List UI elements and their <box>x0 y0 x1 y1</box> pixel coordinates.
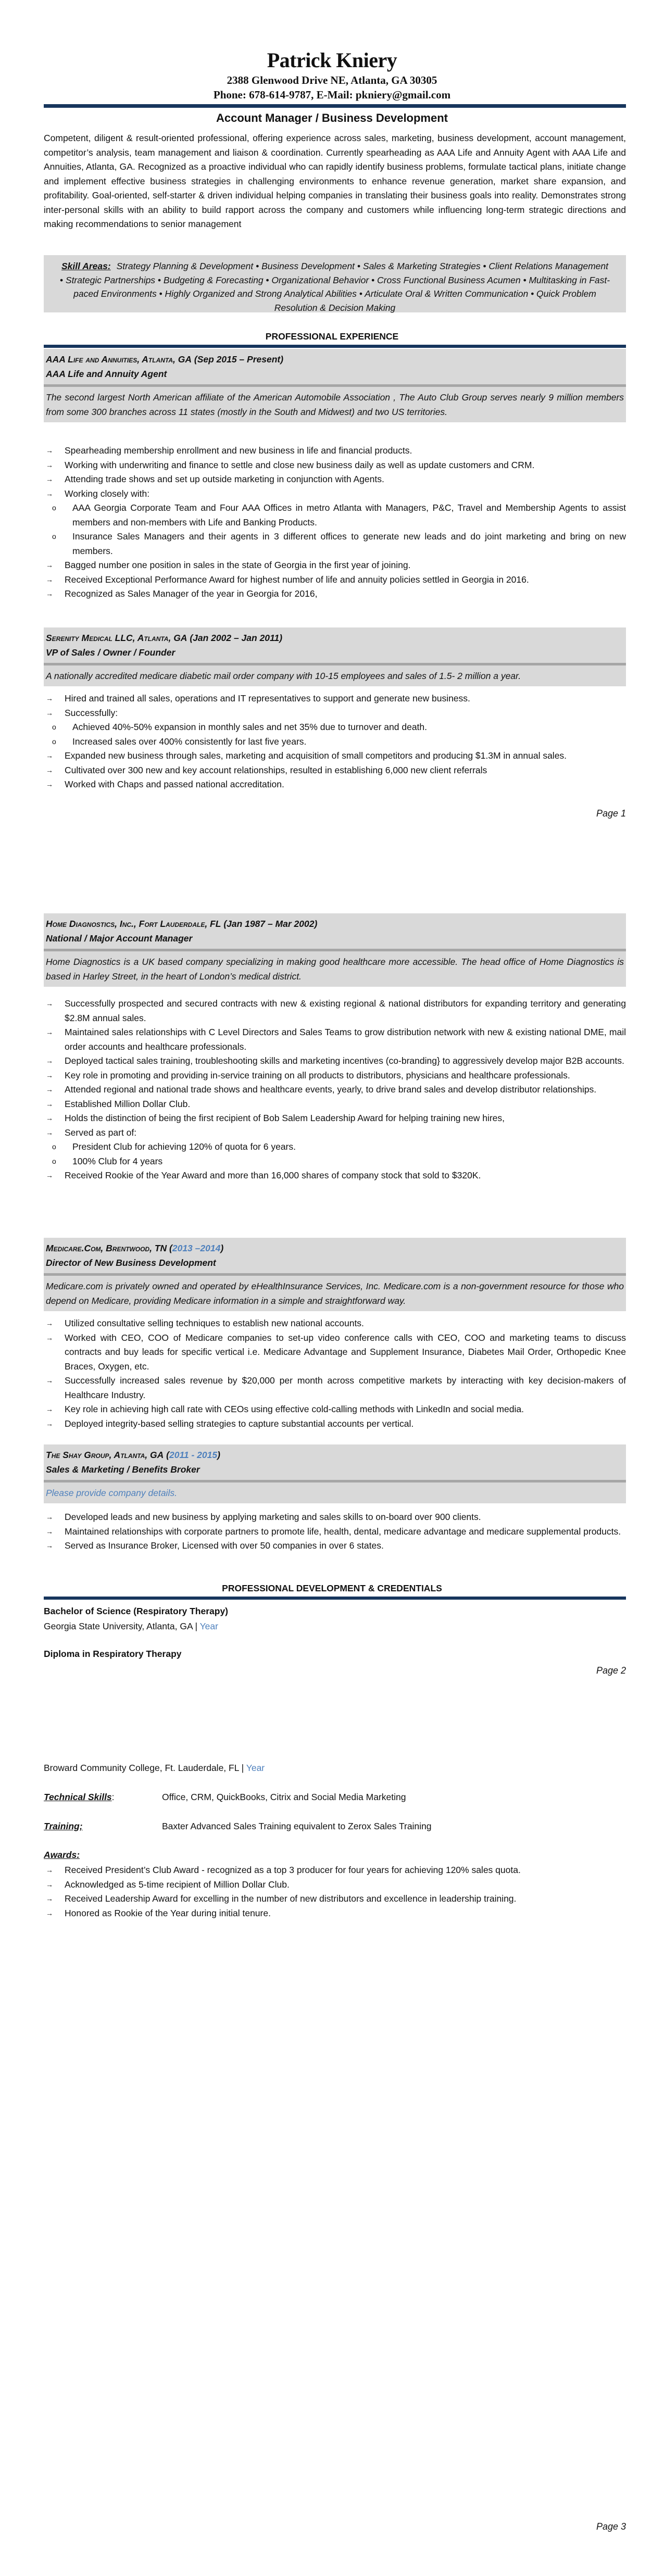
company-description: Home Diagnostics is a UK based company specializing in making good healthcare more accessible. The head office of Home Diagnostics is based in Harley Street, in the heart of London’s medical district. <box>46 957 624 982</box>
list-item: → Honored as Rookie of the Year during initial tenure. <box>44 1906 626 1921</box>
arrow-bullet-icon: → <box>46 1171 53 1179</box>
company-name: AAA Life and Annuities, Atlanta, GA <box>46 354 192 365</box>
list-item: → Holds the distinction of being the first recipient of Bob Salem Leadership Award for helping training new hires, <box>44 1111 626 1126</box>
arrow-bullet-icon: → <box>46 780 53 788</box>
school-name: Broward Community College, Ft. Lauderdale, FL | <box>44 1763 246 1773</box>
job-header-medicare: Medicare.Com, Brentwood, TN (2013 –2014) Director of New Business Development Medicare.com is privately owned and operated by eHealthInsurance Services, Inc. Medicare.com is a non-government resource for those who depend on Medicare, providing Medicare information in a simple and straightforward way. <box>44 1238 626 1311</box>
sub-list-item: o Achieved 40%-50% expansion in monthly sales and net 35% due to turnover and death. <box>44 720 626 735</box>
arrow-bullet-icon: → <box>46 751 53 760</box>
company-name: Medicare.Com, Brentwood, TN <box>46 1243 167 1253</box>
training-row <box>44 1821 626 1832</box>
arrow-bullet-icon: → <box>46 1376 53 1385</box>
degree-bachelor: Bachelor of Science (Respiratory Therapy) <box>44 1606 228 1616</box>
arrow-bullet-icon: → <box>46 1894 53 1903</box>
arrow-bullet-icon: → <box>46 1319 53 1327</box>
list-item: → Successfully: o Achieved 40%-50% expansion in monthly sales and net 35% due to turnover and death. o Increased sales over 400% consistently for last five years. <box>44 706 626 749</box>
arrow-bullet-icon: → <box>46 1128 53 1137</box>
school-name: Georgia State University, Atlanta, GA | <box>44 1621 200 1631</box>
circle-bullet-icon: o <box>52 737 56 746</box>
arrow-bullet-icon: → <box>46 575 53 584</box>
arrow-bullet-icon: → <box>46 561 53 569</box>
arrow-bullet-icon: → <box>46 708 53 717</box>
list-item: → Bagged number one position in sales in the state of Georgia in the first year of joining. <box>44 558 626 573</box>
job-title: AAA Life and Annuity Agent <box>46 369 167 379</box>
list-item: → Received President’s Club Award - recognized as a top 3 producer for four years for achieving 120% sales quota. <box>44 1863 626 1878</box>
list-item: → Spearheading membership enrollment and new business in life and financial products. <box>44 444 626 458</box>
circle-bullet-icon: o <box>52 1142 56 1151</box>
year-placeholder: Year <box>199 1621 218 1631</box>
arrow-bullet-icon: → <box>46 460 53 469</box>
company-name: Serenity Medical LLC, Atlanta, GA <box>46 633 187 643</box>
arrow-bullet-icon: → <box>46 1405 53 1413</box>
arrow-bullet-icon: → <box>46 1099 53 1108</box>
training-label: Training; <box>44 1821 83 1831</box>
skill-areas-box <box>44 255 626 312</box>
section-title-experience: PROFESSIONAL EXPERIENCE <box>265 331 399 342</box>
contact-line: Phone: 678-614-9787, E-Mail: pkniery@gmail.com <box>213 89 451 101</box>
page-number: Page 1 <box>596 808 626 819</box>
list-item: → Served as part of: o President Club for achieving 120% of quota for 6 years. o 100% Club for 4 years <box>44 1126 626 1169</box>
list-item: → Deployed tactical sales training, troubleshooting skills and marketing incentives (co-branding} to aggressively develop major B2B accounts. <box>44 1054 626 1069</box>
arrow-bullet-icon: → <box>46 446 53 455</box>
company-name: The Shay Group, Atlanta, GA <box>46 1450 164 1460</box>
circle-bullet-icon: o <box>52 532 56 541</box>
list-item: → Working closely with: o AAA Georgia Corporate Team and Four AAA Offices in metro Atlanta with Managers, P&C, Travel and Membership Agents to assist members and non-members with Life and Banking Products. o Insurance Sales Managers and their agents in 3 different offices to generate new leads and do joint marketing and bring on new members. <box>44 487 626 559</box>
arrow-bullet-icon: → <box>46 1527 53 1536</box>
list-item: → Successfully increased sales revenue by $20,000 per month across competitive markets by interacting with key decision-makers of Healthcare Industry. <box>44 1374 626 1402</box>
sub-list-item: o Insurance Sales Managers and their agents in 3 different offices to generate new leads and do joint marketing and bring on new members. <box>44 530 626 558</box>
list-item: → Maintained sales relationships with C Level Directors and Sales Teams to grow distribution network with new & existing national DME, mail order accounts and healthcare professionals. <box>44 1025 626 1054</box>
section-rule <box>44 345 626 348</box>
technical-skills-value: Office, CRM, QuickBooks, Citrix and Social Media Marketing <box>162 1792 406 1802</box>
job-title: VP of Sales / Owner / Founder <box>46 647 176 658</box>
job-header-home-diagnostics: Home Diagnostics, Inc., Fort Lauderdale, FL (Jan 1987 – Mar 2002) National / Major Account Manager Home Diagnostics is a UK based company specializing in making good healthcare more accessible. The head office of Home Diagnostics is based in Harley Street, in the heart of London’s medical district. <box>44 913 626 987</box>
section-title-credentials: PROFESSIONAL DEVELOPMENT & CREDENTIALS <box>222 1583 442 1593</box>
page-number: Page 3 <box>596 2521 626 2532</box>
arrow-bullet-icon: → <box>46 1333 53 1342</box>
list-item: → Deployed integrity-based selling strategies to capture substantial accounts per vertical. <box>44 1417 626 1431</box>
arrow-bullet-icon: → <box>46 475 53 483</box>
company-name: Home Diagnostics, Inc., Fort Lauderdale, FL <box>46 919 221 929</box>
arrow-bullet-icon: → <box>46 1028 53 1036</box>
list-item: → Acknowledged as 5-time recipient of Million Dollar Club. <box>44 1878 626 1892</box>
arrow-bullet-icon: → <box>46 1419 53 1428</box>
school-line <box>44 1621 626 1632</box>
arrow-bullet-icon: → <box>46 765 53 774</box>
list-item: → Developed leads and new business by applying marketing and sales skills to on-board over 900 clients. <box>44 1510 626 1525</box>
list-item: → Attending trade shows and set up outside marketing in conjunction with Agents. <box>44 472 626 487</box>
arrow-bullet-icon: → <box>46 489 53 498</box>
company-description: Medicare.com is privately owned and operated by eHealthInsurance Services, Inc. Medicare.com is a non-government resource for those who depend on Medicare, providing Medicare information in a simple and straightforward way. <box>46 1281 624 1306</box>
school-line <box>44 1763 626 1774</box>
job-dates: 2011 - 2015 <box>169 1450 218 1460</box>
page-number: Page 2 <box>596 1665 626 1676</box>
job-dates: 2013 –2014 <box>172 1243 221 1253</box>
circle-bullet-icon: o <box>52 1157 56 1165</box>
sub-list-item: o President Club for achieving 120% of quota for 6 years. <box>44 1140 626 1154</box>
arrow-bullet-icon: → <box>46 694 53 702</box>
arrow-bullet-icon: → <box>46 1513 53 1521</box>
job-dates: Jan 2002 – Jan 2011 <box>193 633 280 643</box>
year-placeholder: Year <box>246 1763 265 1773</box>
job-bullets-home-diagnostics <box>44 997 626 1183</box>
arrow-bullet-icon: → <box>46 1908 53 1917</box>
arrow-bullet-icon: → <box>46 1880 53 1889</box>
list-item: → Utilized consultative selling techniques to establish new national accounts. <box>44 1316 626 1331</box>
section-rule <box>44 1597 626 1600</box>
training-value: Baxter Advanced Sales Training equivalent to Zerox Sales Training <box>162 1821 432 1831</box>
sub-list-item: o 100% Club for 4 years <box>44 1154 626 1169</box>
job-header-aaa: AAA Life and Annuities, Atlanta, GA (Sep 2015 – Present) AAA Life and Annuity Agent The second largest North American affiliate of the American Automobile Association , The Auto Club Group serves nearly 9 million members from some 300 branches across 11 states (mostly in the South and Midwest) and two US territories. <box>44 349 626 422</box>
job-bullets-aaa <box>44 444 626 601</box>
job-title: National / Major Account Manager <box>46 933 193 944</box>
technical-skills-row: Technical Skills: Office, CRM, QuickBooks, Citrix and Social Media Marketing <box>44 1792 406 1802</box>
address: 2388 Glenwood Drive NE, Atlanta, GA 30305 <box>227 74 437 86</box>
list-item: → Expanded new business through sales, marketing and acquisition of small competitors and producing $1.3M in annual sales. <box>44 749 626 763</box>
sub-list-item: o AAA Georgia Corporate Team and Four AAA Offices in metro Atlanta with Managers, P&C, Travel and Membership Agents to assist members and non-members with Life and Banking Products. <box>44 501 626 530</box>
arrow-bullet-icon: → <box>46 1114 53 1122</box>
list-item: → Established Million Dollar Club. <box>44 1097 626 1112</box>
list-item: → Worked with Chaps and passed national accreditation. <box>44 777 626 792</box>
list-item: → Key role in promoting and providing in-service training on all products to distributors, physicians and healthcare professionals. <box>44 1069 626 1083</box>
arrow-bullet-icon: → <box>46 1085 53 1094</box>
company-description: A nationally accredited medicare diabetic mail order company with 10-15 employees and sales of 1.5- 2 million a year. <box>46 671 521 681</box>
list-item: → Working with underwriting and finance to settle and close new business daily as well as update customers and CRM. <box>44 458 626 473</box>
job-title: Director of New Business Development <box>46 1258 216 1268</box>
technical-skills-label: Technical Skills <box>44 1792 112 1802</box>
list-item: → Received Leadership Award for excelling in the number of new distributors and excellence in leadership training. <box>44 1892 626 1906</box>
job-header-serenity: Serenity Medical LLC, Atlanta, GA (Jan 2002 – Jan 2011) VP of Sales / Owner / Founder A nationally accredited medicare diabetic mail order company with 10-15 employees and sales of 1.5- 2 million a year. <box>44 627 626 686</box>
list-item: → Hired and trained all sales, operations and IT representatives to support and generate new business. <box>44 692 626 706</box>
list-item: → Key role in achieving high call rate with CEOs using effective cold-calling methods with LinkedIn and social media. <box>44 1402 626 1417</box>
list-item: → Cultivated over 300 new and key account relationships, resulted in establishing 6,000 new client referrals <box>44 763 626 778</box>
company-description: The second largest North American affiliate of the American Automobile Association , The Auto Club Group serves nearly 9 million members from some 300 branches across 11 states (mostly in the South and Midwest) and two US territories. <box>46 392 624 417</box>
awards-label: Awards: <box>44 1850 80 1860</box>
arrow-bullet-icon: → <box>46 1541 53 1550</box>
company-description-placeholder: Please provide company details. <box>46 1488 177 1498</box>
list-item: → Served as Insurance Broker, Licensed with over 50 companies in over 6 states. <box>44 1539 626 1553</box>
arrow-bullet-icon: → <box>46 589 53 598</box>
job-title: Sales & Marketing / Benefits Broker <box>46 1464 200 1475</box>
job-bullets-medicare <box>44 1316 626 1431</box>
degree-diploma: Diploma in Respiratory Therapy <box>44 1649 182 1659</box>
list-item: → Worked with CEO, COO of Medicare companies to set-up video conference calls with CEO, COO and marketing teams to discuss contracts and buy leads for specific vertical i.e. Medicare Advantage and Supplement Insurance, Diabetes Mail Order, Orthopedic Knee Braces, Oxygen, etc. <box>44 1331 626 1374</box>
list-item: → Received Exceptional Performance Award for highest number of life and annuity policies settled in Georgia in 2016. <box>44 573 626 587</box>
sub-list-item: o Increased sales over 400% consistently for last five years. <box>44 735 626 749</box>
circle-bullet-icon: o <box>52 723 56 731</box>
headline: Account Manager / Business Development <box>216 111 448 124</box>
arrow-bullet-icon: → <box>46 1866 53 1874</box>
job-header-shay-group: The Shay Group, Atlanta, GA (2011 - 2015) Sales & Marketing / Benefits Broker Please provide company details. <box>44 1444 626 1503</box>
job-dates: Sep 2015 – Present <box>197 354 281 365</box>
list-item: → Recognized as Sales Manager of the year in Georgia for 2016, <box>44 587 626 601</box>
skill-areas-label: Skill Areas: <box>61 261 111 271</box>
job-bullets-shay-group <box>44 1510 626 1553</box>
header-rule <box>44 104 626 108</box>
arrow-bullet-icon: → <box>46 1057 53 1065</box>
awards-list <box>44 1863 626 1920</box>
arrow-bullet-icon: → <box>46 1071 53 1079</box>
list-item: → Received Rookie of the Year Award and more than 16,000 shares of company stock that sold to $320K. <box>44 1168 626 1183</box>
list-item: → Maintained relationships with corporate partners to promote life, health, dental, medicare advantage and medicare supplemental products. <box>44 1525 626 1539</box>
candidate-name: Patrick Kniery <box>267 48 397 72</box>
list-item: → Successfully prospected and secured contracts with new & existing regional & national distributors for expanding territory and generating $2.8M annual sales. <box>44 997 626 1025</box>
circle-bullet-icon: o <box>52 504 56 512</box>
list-item: → Attended regional and national trade shows and healthcare events, yearly, to drive brand sales and develop distributor relationships. <box>44 1083 626 1097</box>
skill-areas-text: Strategy Planning & Development • Business Development • Sales & Marketing Strategies • Client Relations Management • Strategic Partnerships • Budgeting & Forecasting • Organizational Behavior • Cross Functional Business Acumen • Multitasking in Fast-paced Environments • Highly Organized and Strong Analytical Abilities • Articulate Oral & Written Communication • Quick Problem Resolution & Decision Making <box>59 261 610 313</box>
arrow-bullet-icon: → <box>46 999 53 1008</box>
job-dates: Jan 1987 – Mar 2002 <box>227 919 315 929</box>
summary-paragraph: Competent, diligent & result-oriented professional, offering experience across sales, marketing, business development, account management, competitor’s analysis, team management and liaison & coordination. Currently spearheading as AAA Life and Annuity Agent with AAA Life and Annuities, Atlanta, GA. Recognized as a proactive individual who can rapidly identify business problems, formulate tactical plans, initiate change and implement effective business strategies in challenging environments to enhance revenue generation, market share expansion, and profitability. Goal-oriented, self-starter & driven individual helping companies in translating their business goals into reality. Demonstrates strong inter-personal skills with an ability to build rapport across the company and customers while influencing long-term strategic directions and making recommendations to senior management <box>44 133 626 229</box>
job-bullets-serenity <box>44 692 626 792</box>
